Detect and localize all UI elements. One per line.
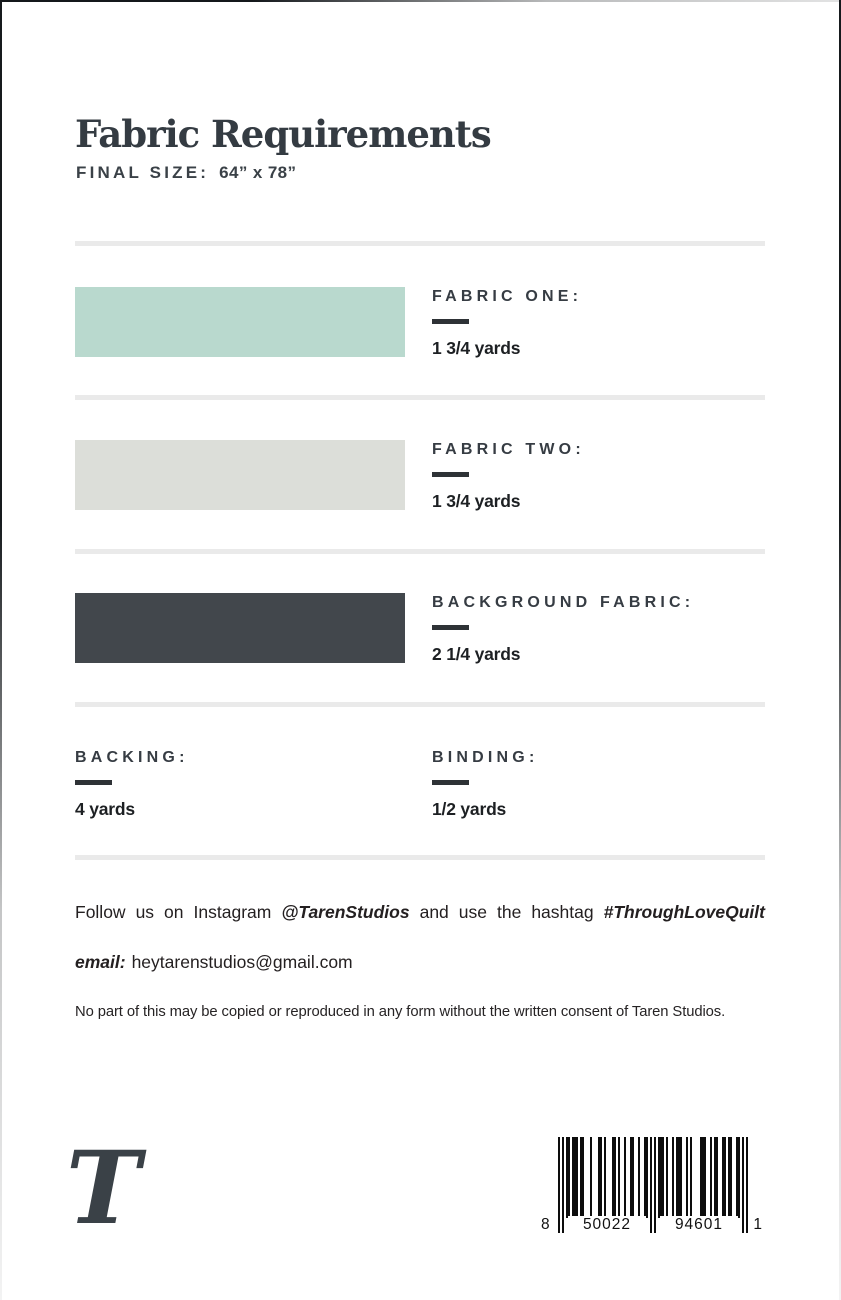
- divider: [75, 395, 765, 400]
- barcode-digits-right: 94601: [660, 1216, 738, 1236]
- instagram-middle: and use the hashtag: [409, 902, 604, 922]
- instagram-handle: @TarenStudios: [281, 902, 410, 922]
- fabric-two-row: [75, 440, 765, 510]
- barcode-bar: [746, 1137, 748, 1233]
- final-size-row: [76, 163, 296, 183]
- divider: [75, 855, 765, 860]
- email-line: [75, 952, 353, 973]
- accent-bar: [432, 625, 469, 630]
- fabric-two-yardage: 1 3/4 yards: [432, 491, 521, 511]
- background-fabric-label: BACKGROUND FABRIC:: [432, 594, 695, 611]
- accent-bar: [432, 472, 469, 477]
- background-fabric-row: [75, 593, 765, 663]
- final-size-value: 64” x 78”: [219, 163, 297, 182]
- page-top-edge: [0, 0, 841, 2]
- binding-spec: [432, 749, 538, 820]
- email-label: email:: [75, 952, 126, 972]
- taren-studios-logo: T: [66, 1129, 141, 1247]
- instagram-line: [75, 902, 765, 923]
- email-address: heytarenstudios@gmail.com: [131, 952, 353, 972]
- barcode-digits-left: 50022: [568, 1216, 646, 1236]
- instagram-prefix: Follow us on Instagram: [75, 902, 282, 922]
- final-size-label: FINAL SIZE:: [76, 163, 210, 182]
- fabric-two-label: FABRIC TWO:: [432, 441, 585, 458]
- accent-bar: [432, 780, 469, 785]
- barcode-digit-outer-left: 8: [541, 1216, 551, 1233]
- backing-spec: [75, 749, 189, 820]
- background-fabric-swatch: [75, 593, 405, 663]
- copyright-notice: No part of this may be copied or reproduced in any form without the written consent of Taren Studios.: [75, 1004, 726, 1020]
- divider: [75, 549, 765, 554]
- fabric-one-yardage: 1 3/4 yards: [432, 338, 521, 358]
- accent-bar: [432, 319, 469, 324]
- fabric-one-label: FABRIC ONE:: [432, 288, 583, 305]
- fabric-one-swatch: [75, 287, 405, 357]
- fabric-two-spec: [432, 441, 585, 512]
- binding-yardage: 1/2 yards: [432, 799, 507, 819]
- binding-label: BINDING:: [432, 749, 539, 766]
- divider: [75, 702, 765, 707]
- fabric-one-row: [75, 287, 765, 357]
- background-fabric-yardage: 2 1/4 yards: [432, 644, 521, 664]
- barcode-digit-outer-right: 1: [753, 1216, 763, 1233]
- accent-bar: [75, 780, 112, 785]
- backing-label: BACKING:: [75, 749, 189, 766]
- barcode: [541, 1137, 763, 1238]
- instagram-hashtag: #ThroughLoveQuilt: [603, 902, 765, 922]
- divider: [75, 241, 765, 246]
- fabric-two-swatch: [75, 440, 405, 510]
- fabric-one-spec: [432, 288, 582, 359]
- background-fabric-spec: [432, 594, 694, 665]
- page-title: Fabric Requirements: [75, 112, 491, 156]
- page-left-edge: [0, 0, 2, 1300]
- backing-yardage: 4 yards: [75, 799, 135, 819]
